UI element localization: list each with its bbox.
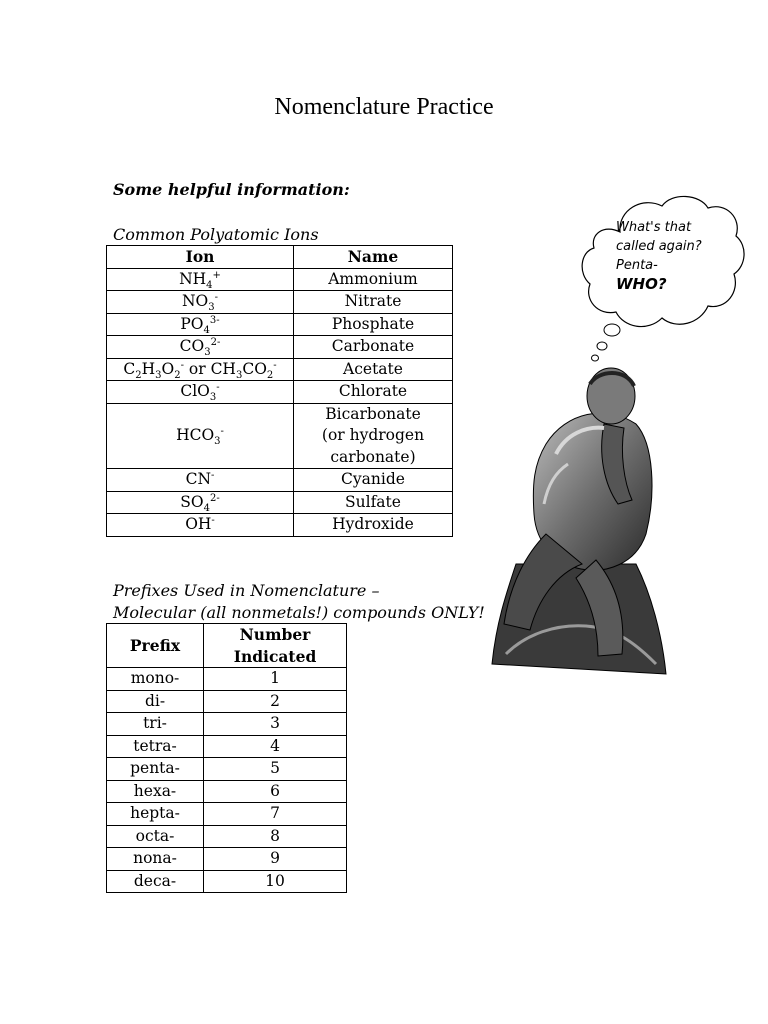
prefix-cell: nona- <box>107 848 204 871</box>
table-row <box>107 358 453 381</box>
prefixes-table-body <box>107 668 347 893</box>
ion-formula-cell: $CO_3^{2-}$ <box>107 336 294 359</box>
table-row <box>107 313 453 336</box>
table-row <box>107 469 453 492</box>
table-row <box>107 514 453 537</box>
prefix-cell: octa- <box>107 825 204 848</box>
table-row <box>107 491 453 514</box>
ion-formula-cell: $NH_4^+$ <box>107 268 294 291</box>
table-row <box>107 825 347 848</box>
table-row <box>107 668 347 691</box>
table-row <box>107 690 347 713</box>
prefix-column-header: Prefix <box>107 624 204 668</box>
table-row <box>107 403 453 469</box>
thinker-statue-image <box>486 364 672 682</box>
ion-formula-cell: $NO_3^-$ <box>107 291 294 314</box>
bubble-line-2: called again? <box>616 239 702 254</box>
prefix-cell: tetra- <box>107 735 204 758</box>
prefix-cell: deca- <box>107 870 204 893</box>
number-cell: 9 <box>204 848 347 871</box>
bubble-line-3: Penta- <box>616 258 658 273</box>
prefix-cell: mono- <box>107 668 204 691</box>
number-header-line2: Indicated <box>233 646 317 666</box>
ion-name-line: Bicarbonate <box>325 404 421 423</box>
ion-formula-cell: $HCO_3^-$ <box>107 403 294 469</box>
ions-table-body <box>107 268 453 536</box>
number-cell: 2 <box>204 690 347 713</box>
name-column-header: Name <box>294 246 453 269</box>
table-row <box>107 870 347 893</box>
ion-name-cell <box>294 403 453 469</box>
table-row <box>107 758 347 781</box>
polyatomic-ions-table <box>106 245 453 537</box>
thought-bubble-text <box>616 218 736 294</box>
prefix-cell: hepta- <box>107 803 204 826</box>
table-row <box>107 848 347 871</box>
table-row <box>107 713 347 736</box>
prefix-cell: di- <box>107 690 204 713</box>
helpful-heading: Some helpful information: <box>113 180 350 199</box>
ion-name-cell: Sulfate <box>294 491 453 514</box>
prefixes-table <box>106 623 347 893</box>
number-cell: 7 <box>204 803 347 826</box>
ion-name-cell: Carbonate <box>294 336 453 359</box>
ion-name-cell: Cyanide <box>294 469 453 492</box>
number-cell: 10 <box>204 870 347 893</box>
number-cell: 4 <box>204 735 347 758</box>
table-row <box>107 381 453 404</box>
ion-name-cell: Acetate <box>294 358 453 381</box>
number-cell: 8 <box>204 825 347 848</box>
ion-formula-cell: $PO_4^{3-}$ <box>107 313 294 336</box>
table-row <box>107 291 453 314</box>
ion-name-line: carbonate) <box>330 447 416 466</box>
number-column-header <box>204 624 347 668</box>
prefix-cell: hexa- <box>107 780 204 803</box>
ion-name-cell: Ammonium <box>294 268 453 291</box>
table-row <box>107 780 347 803</box>
number-cell: 1 <box>204 668 347 691</box>
ion-formula-cell: $C_2H_3O_2^-$ or $CH_3CO_2^-$ <box>107 358 294 381</box>
ion-formula-cell: $SO_4^{2-}$ <box>107 491 294 514</box>
ion-name-line: (or hydrogen <box>321 426 425 444</box>
table-row <box>107 803 347 826</box>
prefix-caption-line1: Prefixes Used in Nomenclature – <box>113 581 380 600</box>
prefix-cell: tri- <box>107 713 204 736</box>
ion-formula-cell: CN- <box>107 469 294 492</box>
number-header-line1: Number <box>239 625 311 644</box>
ion-column-header: Ion <box>107 246 294 269</box>
ion-name-cell: Nitrate <box>294 291 453 314</box>
number-cell: 6 <box>204 780 347 803</box>
prefix-caption-line2: Molecular (all nonmetals!) compounds ONLY! <box>113 603 485 622</box>
bubble-line-1: What's that <box>616 220 692 235</box>
number-cell: 5 <box>204 758 347 781</box>
ion-name-cell: Chlorate <box>294 381 453 404</box>
table-row <box>107 336 453 359</box>
prefix-cell: penta- <box>107 758 204 781</box>
ion-formula-cell: OH- <box>107 514 294 537</box>
bubble-emphasis: WHO? <box>616 275 667 293</box>
number-cell: 3 <box>204 713 347 736</box>
table-row <box>107 735 347 758</box>
table-row <box>107 268 453 291</box>
page-title: Nomenclature Practice <box>274 94 494 120</box>
ion-name-cell: Hydroxide <box>294 514 453 537</box>
ion-name-cell: Phosphate <box>294 313 453 336</box>
ion-formula-cell: ClO$_3$- <box>107 381 294 404</box>
ions-caption: Common Polyatomic Ions <box>113 225 319 244</box>
